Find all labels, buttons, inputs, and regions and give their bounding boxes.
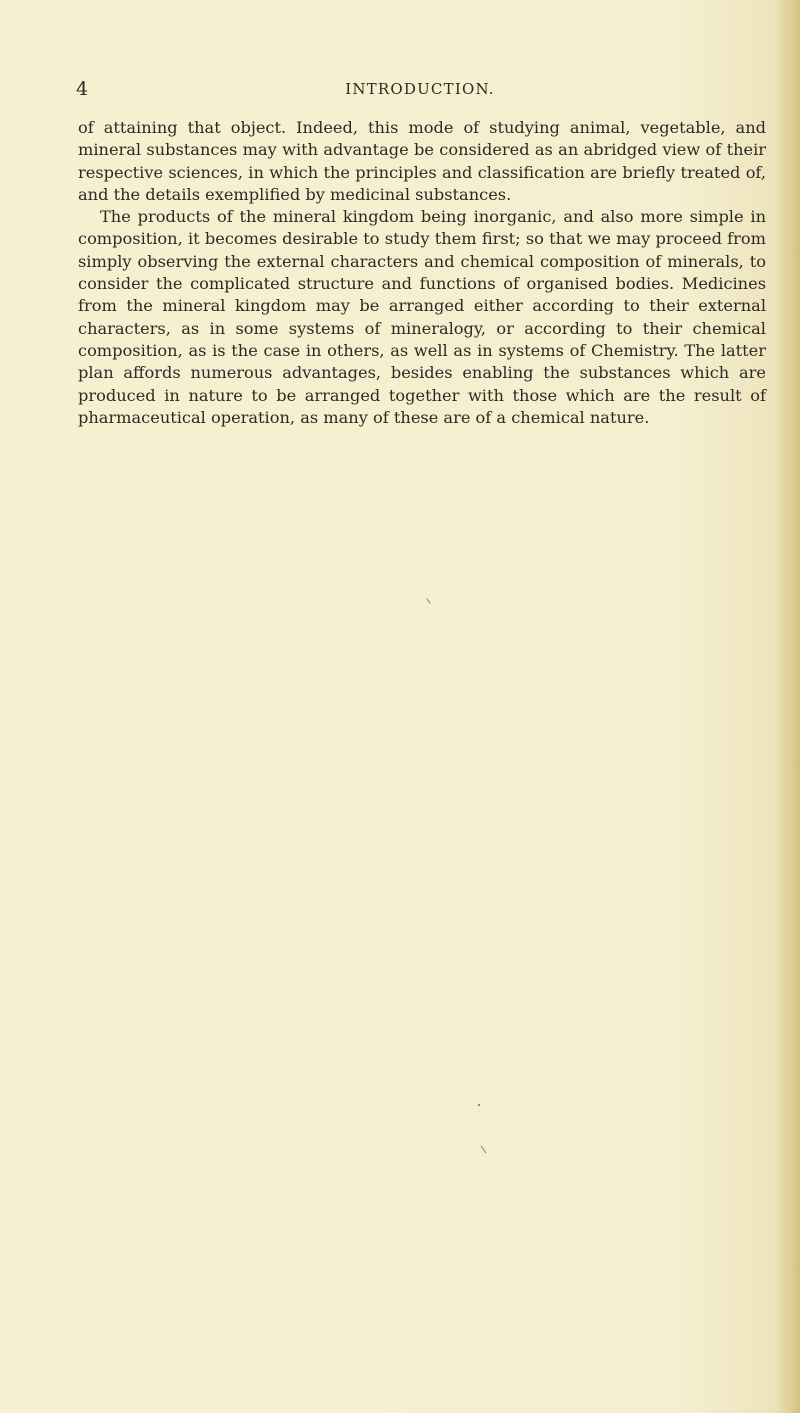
page-edge-shadow bbox=[776, 0, 800, 1413]
page-number: 4 bbox=[76, 78, 89, 100]
paper-speck bbox=[478, 1104, 480, 1106]
paper-mark bbox=[481, 1146, 487, 1154]
paper-mark bbox=[426, 598, 430, 603]
body-text bbox=[78, 117, 766, 429]
running-head bbox=[76, 78, 764, 102]
paragraph-continued: of attaining that object. Indeed, this mode of studying animal, vegetable, and mineral substances may with advantage be considered as an abridged view of their respective sciences, in which the principles and classification are briefly treated of, and the details exemplified by medicinal substances. bbox=[78, 118, 766, 204]
running-title: INTRODUCTION. bbox=[345, 80, 495, 98]
paragraph-mineral-kingdom: The products of the mineral kingdom being inorganic, and also more simple in composition, it becomes desirable to study them first; so that we may proceed from simply observing the external characters and chemical composition of minerals, to consider the complicated structure and functions of organised bodies. Medicines from the mineral kingdom may be arranged either according to their external characters, as in some systems of mineralogy, or according to their chemical composition, as is the case in others, as well as in systems of Chemistry. The latter plan affords numerous advantages, besides enabling the substances which are produced in nature to be arranged together with those which are the result of pharmaceutical operation, as many of these are of a chemical nature. bbox=[78, 207, 766, 427]
